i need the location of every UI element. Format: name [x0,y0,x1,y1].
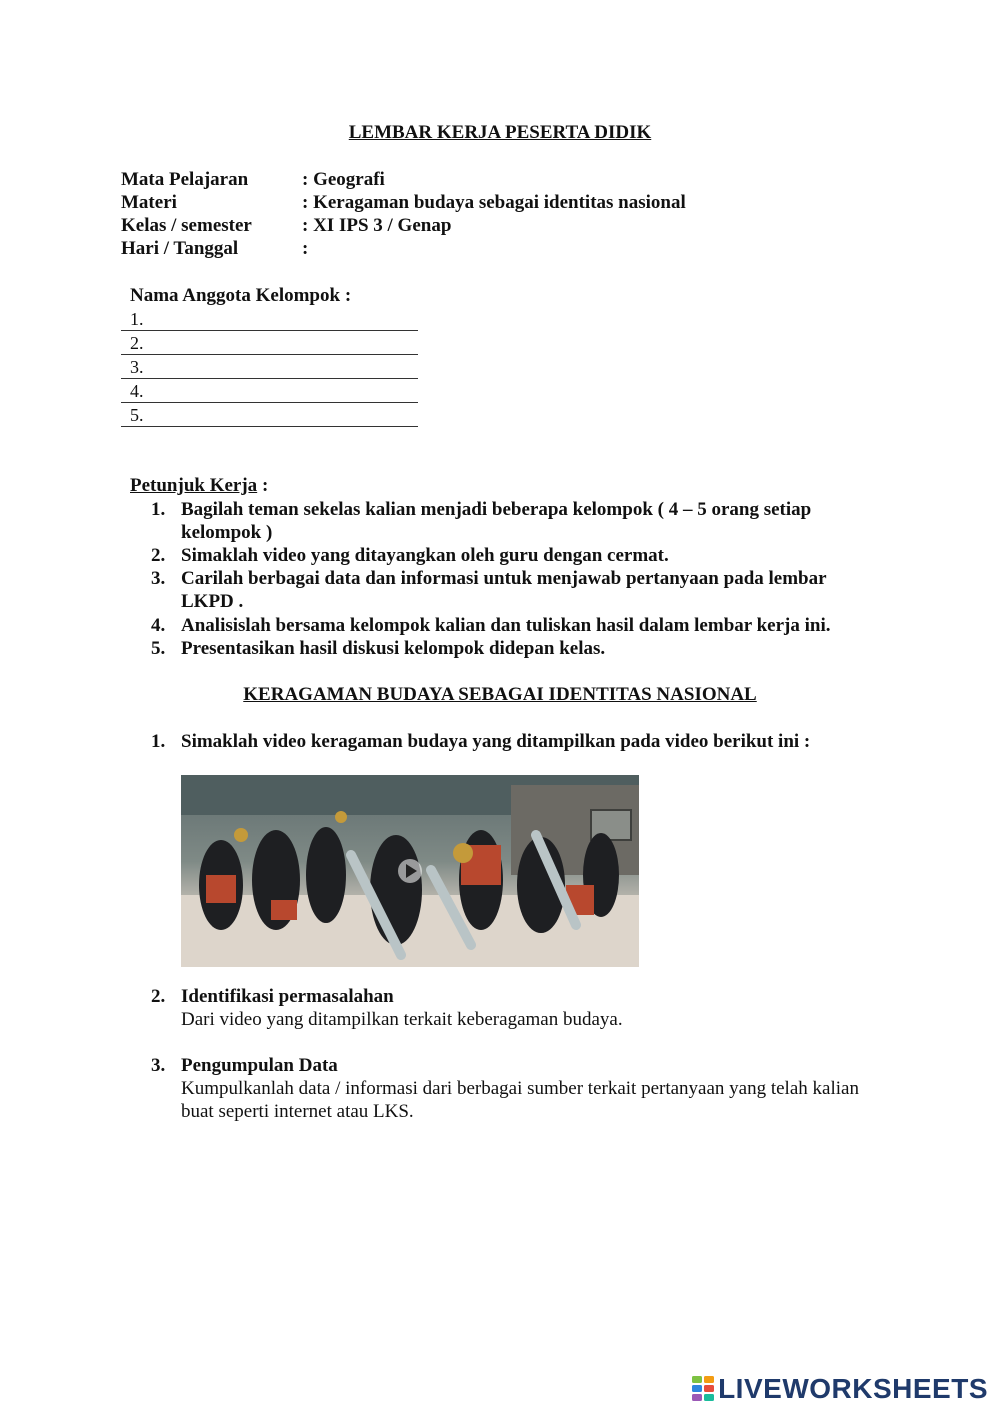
instruction-step: 4. Analisislah bersama kelompok kalian dan tuliskan hasil dalam lembar kerja ini. [151,615,831,636]
page-title: LEMBAR KERJA PESERTA DIDIK [348,122,652,143]
info-label-class: Kelas / semester [121,215,252,236]
info-label-subject: Mata Pelajaran [121,169,249,190]
liveworksheets-logo [692,1374,988,1404]
instruction-step: 1. Bagilah teman sekelas kalian menjadi beberapa kelompok ( 4 – 5 orang setiap kelompok ) [151,499,812,543]
info-value-date: : [302,238,309,259]
logo-text: LIVEWORKSHEETS [718,1373,988,1404]
member-line-1[interactable]: 1. [121,307,418,331]
info-label-material: Materi [121,192,177,213]
group-title: Nama Anggota Kelompok : [130,285,352,306]
section-title: KERAGAMAN BUDAYA SEBAGAI IDENTITAS NASIONAL [243,684,757,705]
info-value-class: : XI IPS 3 / Genap [302,215,452,236]
info-value-subject: : Geografi [302,169,385,190]
question-2: 2. Identifikasi permasalahan Dari video yang ditampilkan terkait keberagaman budaya. [151,986,623,1030]
instruction-step: 5. Presentasikan hasil diskusi kelompok didepan kelas. [151,638,606,659]
member-line-3[interactable]: 3. [121,355,418,379]
instruction-step: 2. Simaklah video yang ditayangkan oleh guru dengan cermat. [151,545,669,566]
question-3: 3. Pengumpulan Data Kumpulkanlah data / informasi dari berbagai sumber terkait pertanyaan yang telah kalian buat seperti internet atau LKS. [151,1055,859,1122]
dance-scene-image [181,775,639,967]
question-1: 1. Simaklah video keragaman budaya yang ditampilkan pada video berikut ini : [151,731,811,752]
info-label-date: Hari / Tanggal [121,238,239,259]
logo-icon [692,1376,714,1402]
member-line-4[interactable]: 4. [121,379,418,403]
video-thumbnail[interactable] [181,775,639,967]
instruction-step: 3. Carilah berbagai data dan informasi untuk menjawab pertanyaan pada lembar LKPD . [151,568,827,612]
info-value-material: : Keragaman budaya sebagai identitas nasional [302,192,686,213]
instructions-title: Petunjuk Kerja : [130,475,269,496]
member-line-5[interactable]: 5. [121,403,418,427]
member-line-2[interactable]: 2. [121,331,418,355]
